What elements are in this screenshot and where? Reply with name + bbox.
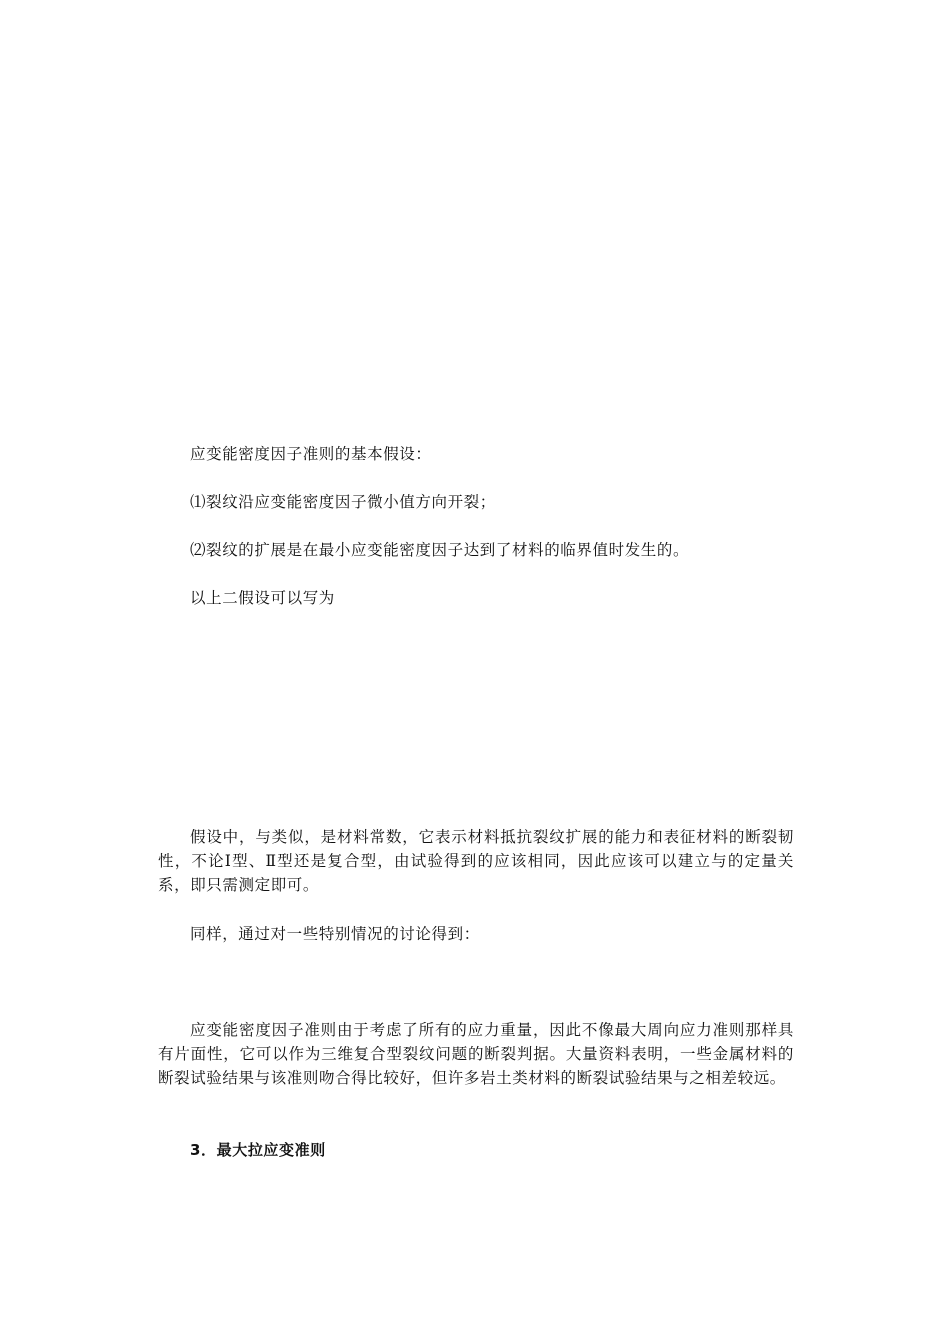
paragraph-criterion-evaluation: 应变能密度因子准则由于考虑了所有的应力重量，因此不像最大周向应力准则那样具有片面性，它可以作为三维复合型裂纹问题的断裂判据。大量资料表明，一些金属材料的断裂试验结果与该准则吻合得比较好，但许多岩土类材料的断裂试验结果与之相差较远。: [158, 1021, 794, 1087]
paragraph-assumption-1: ⑴裂纹沿应变能密度因子微小值方向开裂；: [190, 493, 496, 511]
paragraph-formula-intro: 以上二假设可以写为: [190, 589, 335, 607]
paragraph-assumptions-intro: 应变能密度因子准则的基本假设：: [190, 445, 432, 463]
paragraph-assumption-2: ⑵裂纹的扩展是在最小应变能密度因子达到了材料的临界值时发生的。: [190, 541, 690, 559]
paragraph-special-cases: 同样，通过对一些特别情况的讨论得到：: [190, 925, 480, 943]
section-heading: 3．最大拉应变准则: [190, 1141, 326, 1159]
paragraph-material-constant: 假设中，与类似，是材料常数，它表示材料抵抗裂纹扩展的能力和表征材料的断裂韧性，不论Ⅰ型、Ⅱ型还是复合型，由试验得到的应该相同，因此应该可以建立与的定量关系，即只需测定即可。: [158, 828, 794, 894]
